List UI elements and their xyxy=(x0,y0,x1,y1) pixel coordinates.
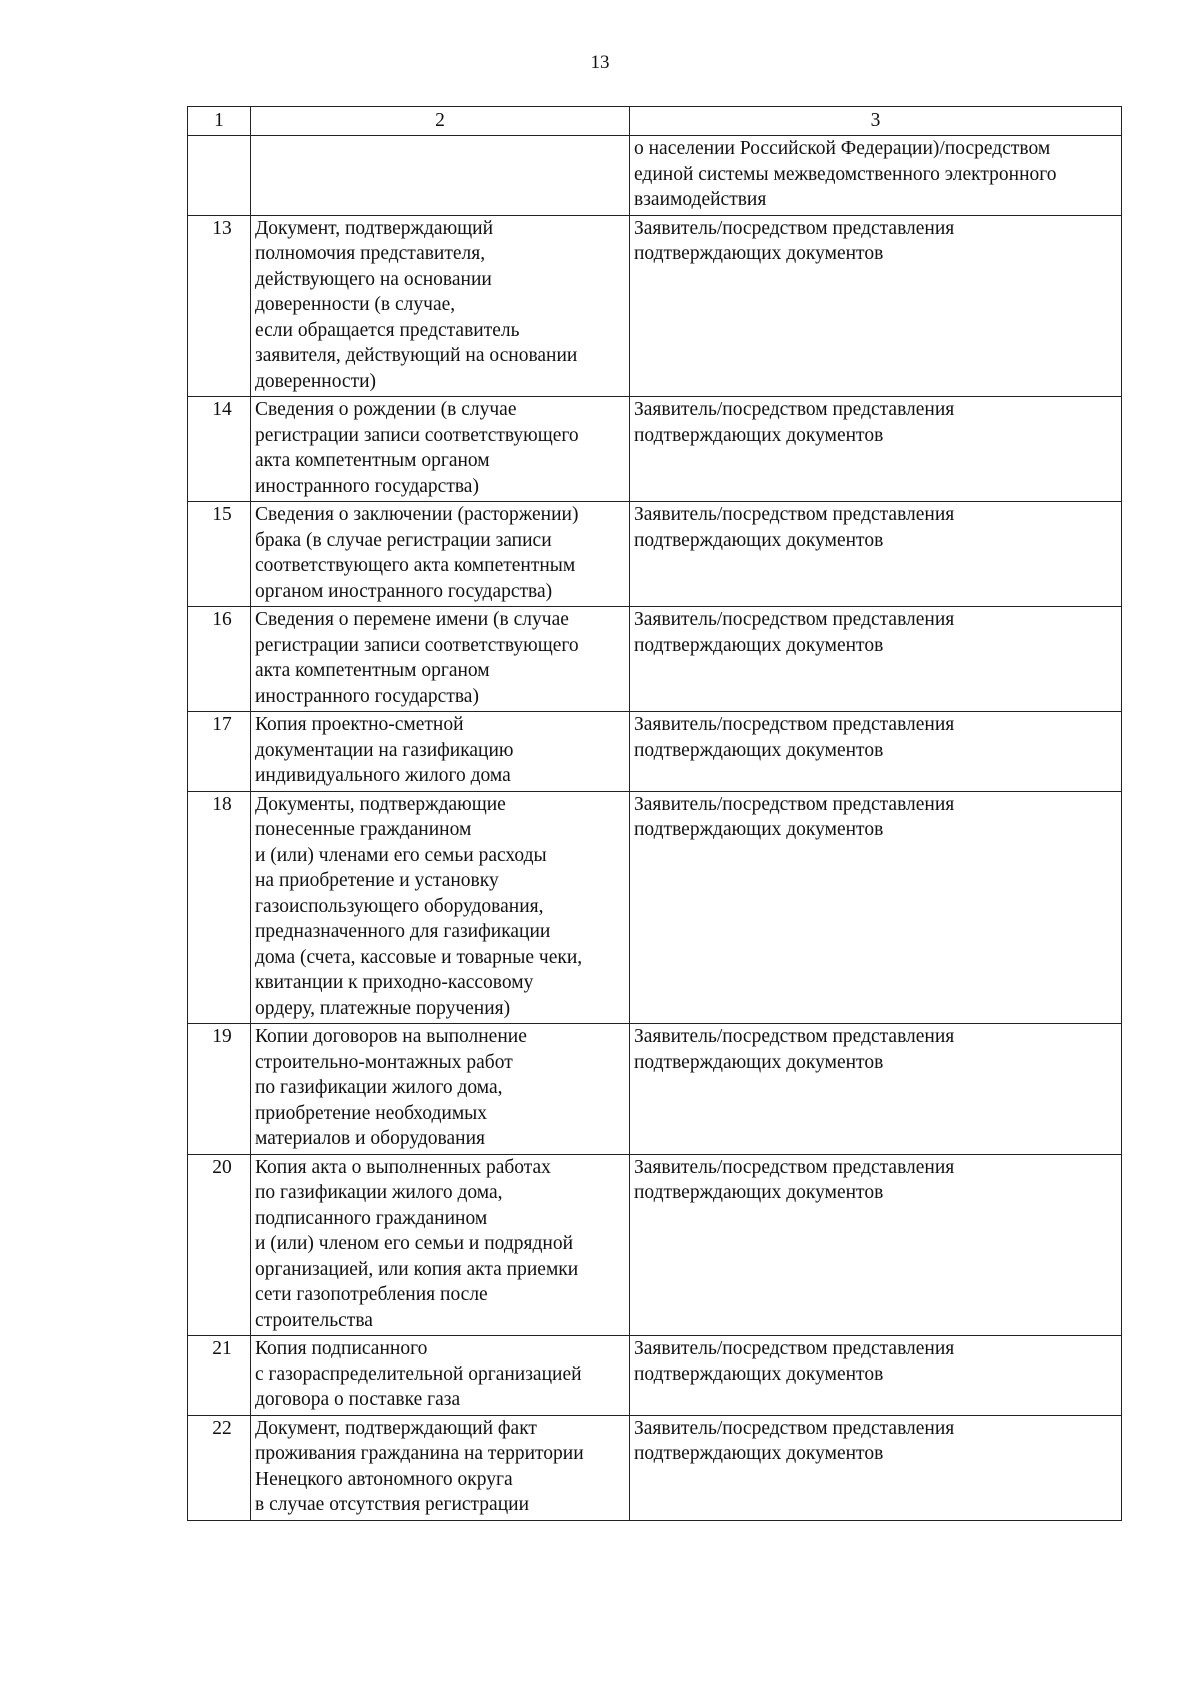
source-cell: Заявитель/посредством представления подтверждающих документов xyxy=(630,1154,1122,1336)
column-header-2: 2 xyxy=(251,107,630,136)
table-row xyxy=(188,607,1122,712)
document-cell: Документ, подтверждающий факт проживания гражданина на территории Ненецкого автономного округа в случае отсутствия регистрации xyxy=(251,1415,630,1520)
document-cell: Копия акта о выполненных работах по газификации жилого дома, подписанного гражданином и (или) членом его семьи и подрядной организацией, или копия акта приемки сети газопотребления после строительства xyxy=(251,1154,630,1336)
row-number: 16 xyxy=(188,607,251,712)
table-row xyxy=(188,791,1122,1024)
row-number: 15 xyxy=(188,502,251,607)
table-row xyxy=(188,502,1122,607)
row-number: 13 xyxy=(188,215,251,397)
source-cell: Заявитель/посредством представления подтверждающих документов xyxy=(630,1415,1122,1520)
row-number: 21 xyxy=(188,1336,251,1416)
table-row xyxy=(188,1024,1122,1155)
row-number: 17 xyxy=(188,712,251,792)
document-cell: Сведения о рождении (в случае регистрации записи соответствующего акта компетентным органом иностранного государства) xyxy=(251,397,630,502)
table-row xyxy=(188,215,1122,397)
document-cell xyxy=(251,136,630,216)
document-cell: Сведения о заключении (расторжении) брака (в случае регистрации записи соответствующего акта компетентным органом иностранного государства) xyxy=(251,502,630,607)
source-cell: Заявитель/посредством представления подтверждающих документов xyxy=(630,215,1122,397)
source-cell: Заявитель/посредством представления подтверждающих документов xyxy=(630,791,1122,1024)
row-number: 19 xyxy=(188,1024,251,1155)
table-row xyxy=(188,1154,1122,1336)
row-number: 22 xyxy=(188,1415,251,1520)
source-cell: Заявитель/посредством представления подтверждающих документов xyxy=(630,502,1122,607)
table-row xyxy=(188,136,1122,216)
document-cell: Копия подписанного с газораспределительной организацией договора о поставке газа xyxy=(251,1336,630,1416)
source-cell: Заявитель/посредством представления подтверждающих документов xyxy=(630,1336,1122,1416)
column-header-3: 3 xyxy=(630,107,1122,136)
document-cell: Сведения о перемене имени (в случае регистрации записи соответствующего акта компетентным органом иностранного государства) xyxy=(251,607,630,712)
table-header-row xyxy=(188,107,1122,136)
document-cell: Документы, подтверждающие понесенные гражданином и (или) членами его семьи расходы на приобретение и установку газоиспользующего оборудования, предназначенного для газификации дома (счета, кассовые и товарные чеки, квитанции к приходно-кассовому ордеру, платежные поручения) xyxy=(251,791,630,1024)
document-cell: Копия проектно-сметной документации на газификацию индивидуального жилого дома xyxy=(251,712,630,792)
row-number: 14 xyxy=(188,397,251,502)
row-number xyxy=(188,136,251,216)
row-number: 18 xyxy=(188,791,251,1024)
source-cell: Заявитель/посредством представления подтверждающих документов xyxy=(630,712,1122,792)
table-row xyxy=(188,1336,1122,1416)
page-number: 13 xyxy=(590,52,610,73)
source-cell: Заявитель/посредством представления подтверждающих документов xyxy=(630,1024,1122,1155)
source-cell: о населении Российской Федерации)/посредством единой системы межведомственного электронного взаимодействия xyxy=(630,136,1122,216)
source-cell: Заявитель/посредством представления подтверждающих документов xyxy=(630,607,1122,712)
column-header-1: 1 xyxy=(188,107,251,136)
source-cell: Заявитель/посредством представления подтверждающих документов xyxy=(630,397,1122,502)
document-cell: Копии договоров на выполнение строительно-монтажных работ по газификации жилого дома, приобретение необходимых материалов и оборудования xyxy=(251,1024,630,1155)
row-number: 20 xyxy=(188,1154,251,1336)
table-row xyxy=(188,1415,1122,1520)
documents-table xyxy=(187,106,1122,1521)
table-row xyxy=(188,712,1122,792)
table-row xyxy=(188,397,1122,502)
document-cell: Документ, подтверждающий полномочия представителя, действующего на основании доверенности (в случае, если обращается представитель заявителя, действующий на основании доверенности) xyxy=(251,215,630,397)
